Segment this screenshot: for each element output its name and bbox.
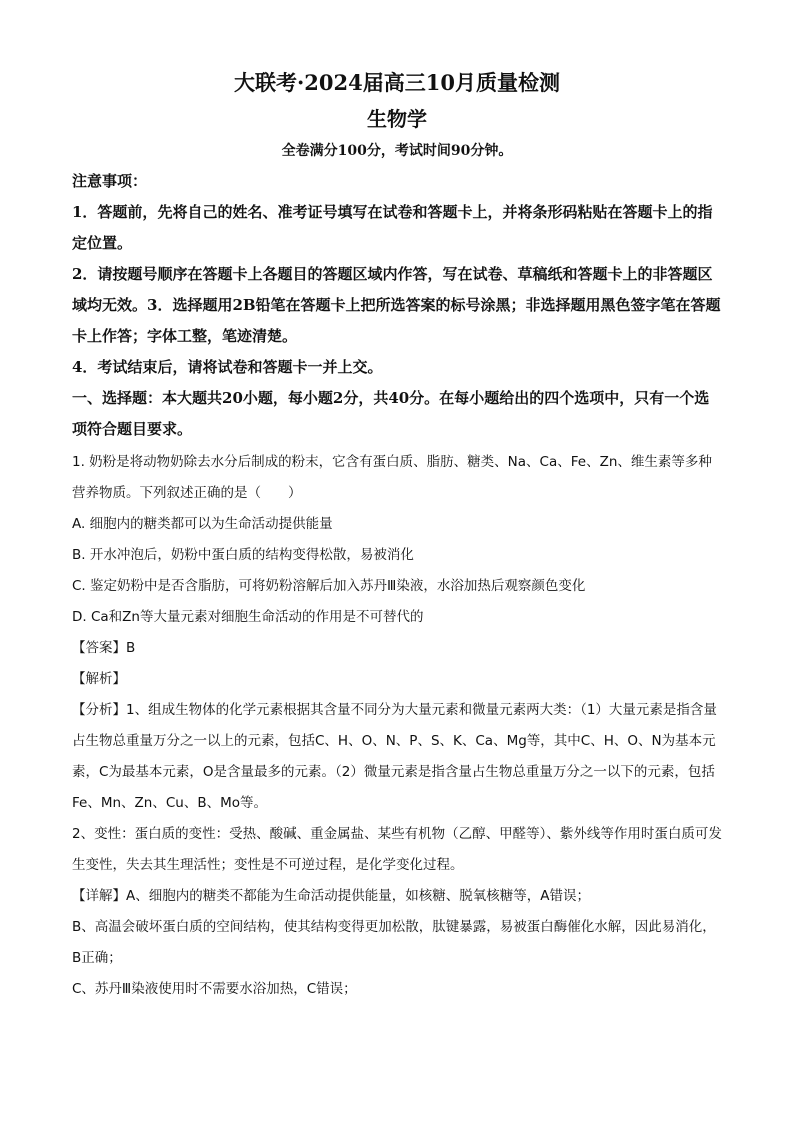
option-b: B. 开水冲泡后，奶粉中蛋白质的结构变得松散，易被消化 — [72, 547, 414, 563]
notice-item-3: 4．考试结束后，请将试卷和答题卡一并上交。 — [72, 358, 383, 376]
notice-heading: 注意事项： — [72, 172, 148, 190]
subject-title: 生物学 — [367, 107, 427, 131]
analysis-paragraph-4: B、高温会破坏蛋白质的空间结构，使其结构变得更加松散，肽键暴露，易被蛋白酶催化水解，因此易消化，B正确； — [72, 919, 716, 966]
section-heading: 一、选择题：本大题共20小题，每小题2分，共40分。在每小题给出的四个选项中，只有一个选项符合题目要求。 — [72, 389, 710, 438]
analysis-paragraph-2: 2、变性：蛋白质的变性：受热、酸碱、重金属盐、某些有机物（乙醇、甲醛等）、紫外线等作用时蛋白质可发生变性，失去其生理活性；变性是不可逆过程，是化学变化过程。 — [72, 826, 722, 873]
exam-title: 大联考·2024届高三10月质量检测 — [234, 70, 560, 95]
exam-info: 全卷满分100分，考试时间90分钟。 — [281, 143, 513, 159]
answer-label: 【答案】B — [72, 640, 136, 656]
analysis-paragraph-3: 【详解】A、细胞内的糖类不都能为生命活动提供能量，如核糖、脱氧核糖等，A错误； — [72, 888, 590, 904]
exam-page — [72, 68, 722, 1005]
option-c: C. 鉴定奶粉中是否含脂肪，可将奶粉溶解后加入苏丹Ⅲ染液，水浴加热后观察颜色变化 — [72, 578, 586, 594]
analysis-label: 【解析】 — [72, 671, 126, 687]
option-a: A. 细胞内的糖类都可以为生命活动提供能量 — [72, 516, 333, 532]
question-stem: 1. 奶粉是将动物奶除去水分后制成的粉末，它含有蛋白质、脂肪、糖类、Na、Ca、Fe、Zn、维生素等多种营养物质。下列叙述正确的是（ ） — [72, 454, 712, 501]
analysis-paragraph-1: 【分析】1、组成生物体的化学元素根据其含量不同分为大量元素和微量元素两大类：（1）大量元素是指含量占生物总重量万分之一以上的元素，包括C、H、O、N、P、S、K、Ca、Mg等，其中C、H、O、N为基本元素，C为最基本元素，O是含量最多的元素。（2）微量元素是指含量占生物总重量万分之一以下的元素，包括Fe、Mn、Zn、Cu、B、Mo等。 — [72, 702, 717, 811]
option-d: D. Ca和Zn等大量元素对细胞生命活动的作用是不可替代的 — [72, 609, 424, 625]
notice-item-1: 1．答题前，先将自己的姓名、准考证号填写在试卷和答题卡上，并将条形码粘贴在答题卡上的指定位置。 — [72, 203, 713, 252]
analysis-paragraph-5: C、苏丹Ⅲ染液使用时不需要水浴加热，C错误； — [72, 981, 357, 997]
notice-item-2: 2．请按题号顺序在答题卡上各题目的答题区域内作答，写在试卷、草稿纸和答题卡上的非答题区域均无效。3．选择题用2B铅笔在答题卡上把所选答案的标号涂黑；非选择题用黑色签字笔在答题卡上作答；字体工整，笔迹清楚。 — [72, 265, 721, 345]
